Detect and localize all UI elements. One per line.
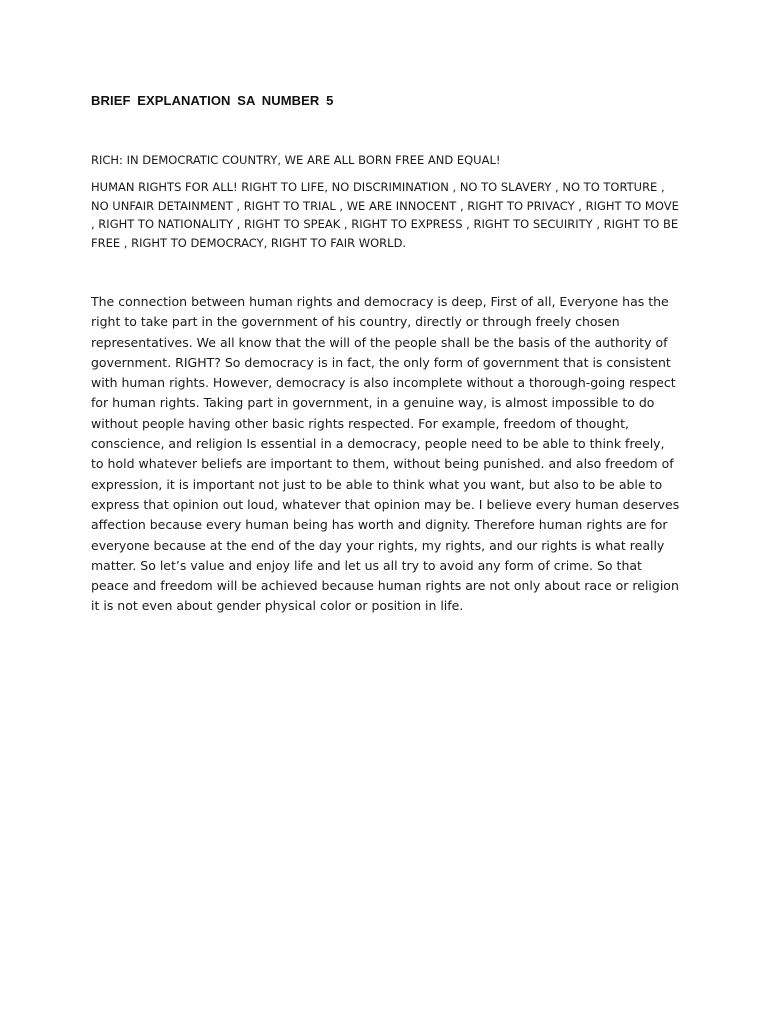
body-paragraph: The connection between human rights and democracy is deep, First of all, Everyone has the right to take part in the government of his country, directly or through freely chosen representatives. We all know that the will of the people shall be the basis of the authority of government. RIGHT? So democracy is in fact, the only form of government that is consistent with human rights. However, democracy is also incomplete without a thorough-going respect for human rights. Taking part in government, in a genuine way, is almost impossible to do without people having other basic rights respected. For example, freedom of thought, conscience, and religion Is essential in a democracy, people need to be able to think freely, to hold whatever beliefs are important to them, without being punished. and also freedom of expression, it is important not just to be able to think what you want, but also to be able to express that opinion out loud, whatever that opinion may be. I believe every human deserves affection because every human being has worth and dignity. Therefore human rights are for everyone because at the end of the day your rights, my rights, and our rights is what really matter. So let’s value and enjoy life and let us all try to avoid any form of crime. So that peace and freedom will be achieved because human rights are not only about race or religion it is not even about gender physical color or position in life. [91, 294, 680, 614]
document-title: BRIEF EXPLANATION SA NUMBER 5 [91, 93, 334, 108]
intro-line: RICH: IN DEMOCRATIC COUNTRY, WE ARE ALL BORN FREE AND EQUAL! [91, 153, 501, 167]
rights-list-paragraph: HUMAN RIGHTS FOR ALL! RIGHT TO LIFE, NO DISCRIMINATION , NO TO SLAVERY , NO TO TORTURE , NO UNFAIR DETAINMENT , RIGHT TO TRIAL , WE ARE INNOCENT , RIGHT TO PRIVACY , RIGHT TO MOVE , RIGHT TO NATIONALITY , RIGHT TO SPEAK , RIGHT TO EXPRESS , RIGHT TO SECUIRITY , RIGHT TO BE FREE , RIGHT TO DEMOCRACY, RIGHT TO FAIR WORLD. [91, 180, 679, 250]
